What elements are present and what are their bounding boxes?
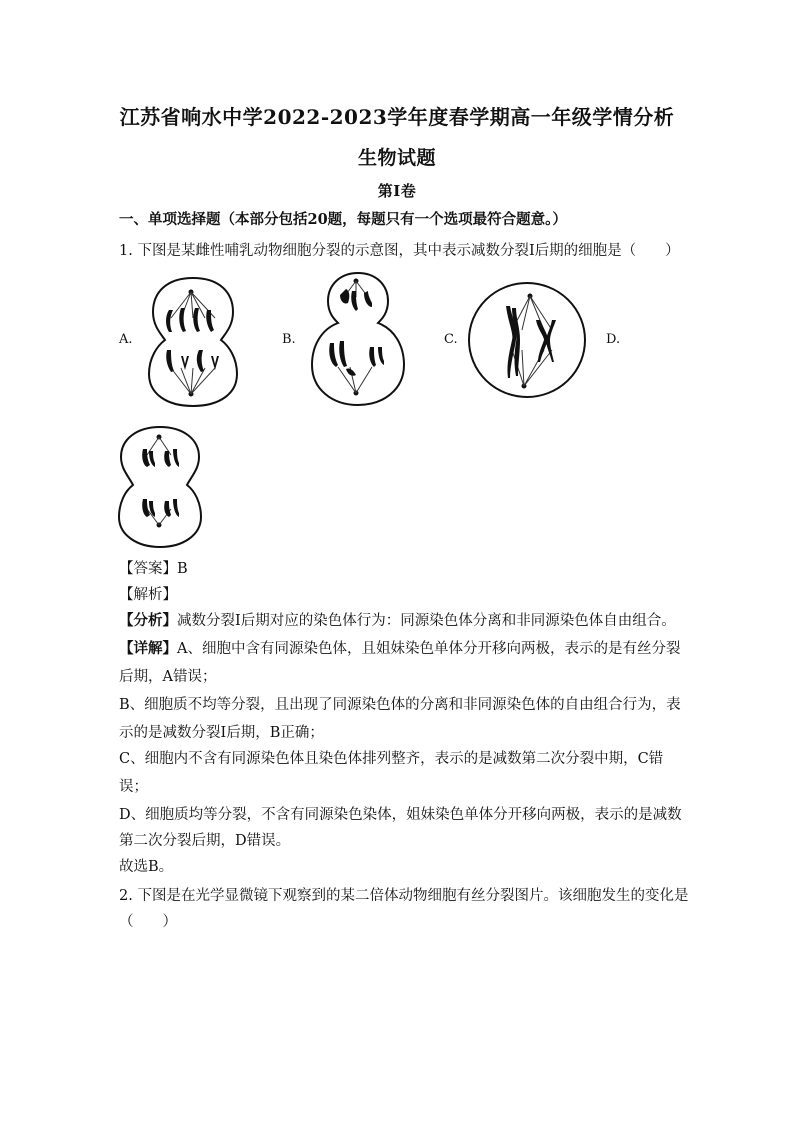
fenxi-text: 减数分裂Ⅰ后期对应的染色体行为：同源染色体分离和非同源染色体自由组合。 xyxy=(177,613,676,629)
volume-label: 第I卷 xyxy=(377,182,417,200)
question-2-stem-line-1: 2. 下图是在光学显微镜下观察到的某二倍体动物细胞有丝分裂图片。该细胞发生的变化是 xyxy=(119,888,689,904)
xiangjie-label: 【详解】 xyxy=(119,640,177,657)
answer-value: B xyxy=(177,561,188,577)
explanation-b-line-2: 示的是减数分裂Ⅰ后期，B正确； xyxy=(119,725,324,741)
explanation-d-line-2: 第二次分裂后期，D错误。 xyxy=(119,833,291,849)
answer-line xyxy=(119,559,679,579)
figure-c-cell-diagram xyxy=(466,280,588,400)
xiangjie-line-1 xyxy=(119,639,679,659)
figure-b-cell-diagram xyxy=(310,271,406,407)
xiangjie-line-2: 后期，A错误； xyxy=(119,669,217,685)
answer-label: 【答案】 xyxy=(119,561,177,577)
explanation-c-line-1: C、细胞内不含有同源染色体且染色体排列整齐，表示的是减数第二次分裂中期，C错 xyxy=(119,751,664,767)
figure-a-cell-diagram xyxy=(145,276,241,408)
figure-d-cell-diagram xyxy=(117,425,203,549)
question-1-stem: 1. 下图是某雌性哺乳动物细胞分裂的示意图，其中表示减数分裂Ⅰ后期的细胞是（ ） xyxy=(119,243,680,259)
question-2-stem-line-2: （ ） xyxy=(119,914,177,930)
fenxi-label: 【分析】 xyxy=(119,612,177,629)
option-c-label: C. xyxy=(444,332,458,347)
xiangjie-text-1: A、细胞中含有同源染色体，且姐妹染色单体分开移向两极，表示的是有丝分裂 xyxy=(177,641,681,657)
exam-subtitle: 生物试题 xyxy=(357,147,436,169)
fenxi-line xyxy=(119,611,679,631)
analysis-label: 【解析】 xyxy=(119,587,177,603)
option-a-label: A. xyxy=(119,332,133,347)
explanation-d-line-1: D、细胞质均等分裂，不含有同源染色染体，姐妹染色单体分开移向两极，表示的是减数 xyxy=(119,807,682,823)
explanation-b-line-1: B、细胞质不均等分裂，且出现了同源染色体的分离和非同源染色体的自由组合行为，表 xyxy=(119,697,681,713)
option-b-label: B. xyxy=(282,332,296,347)
conclusion: 故选B。 xyxy=(119,859,174,875)
explanation-c-line-2: 误； xyxy=(119,779,148,795)
section-heading: 一、单项选择题（本部分包括20题，每题只有一个选项最符合题意。） xyxy=(119,211,567,228)
option-d-label: D. xyxy=(606,332,621,347)
exam-title: 江苏省响水中学2022-2023学年度春学期高一年级学情分析 xyxy=(119,105,675,129)
